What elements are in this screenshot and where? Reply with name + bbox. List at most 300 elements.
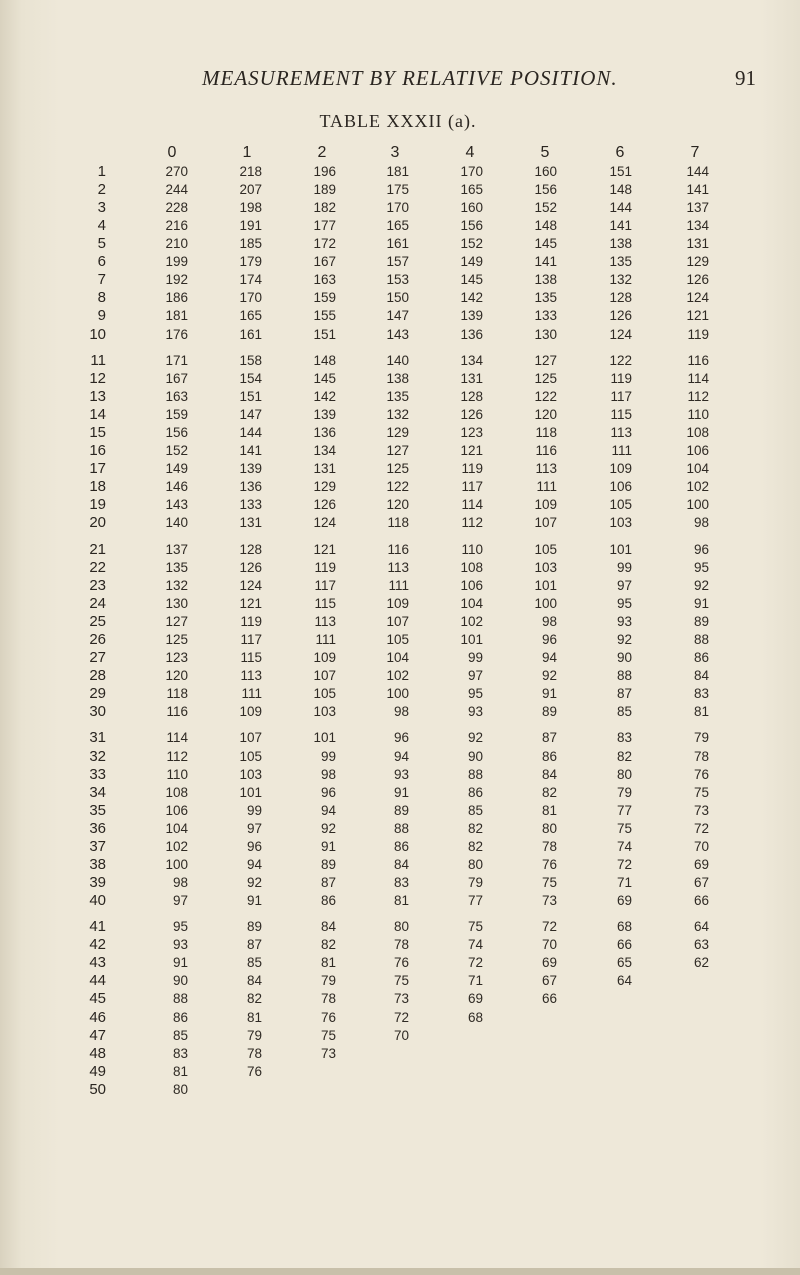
table-cell: 122 [386, 479, 409, 495]
table-row [0, 199, 800, 217]
table-cell: 78 [393, 937, 409, 953]
row-label: 8 [97, 289, 106, 307]
table-cell: 80 [616, 766, 632, 782]
column-header-3: 3 [390, 144, 400, 161]
table-cell: 129 [686, 254, 709, 270]
table-cell: 82 [467, 820, 483, 836]
running-head [0, 66, 800, 96]
table-cell: 124 [239, 577, 262, 593]
table-cell: 123 [460, 425, 483, 440]
table-cell: 115 [610, 406, 632, 422]
table-cell: 132 [609, 272, 632, 288]
table-cell: 99 [320, 748, 336, 764]
table-cell: 151 [313, 326, 336, 342]
table-cell: 179 [239, 254, 262, 270]
table-cell: 143 [165, 497, 188, 513]
table-cell: 131 [686, 236, 709, 252]
table-cell: 75 [693, 784, 709, 800]
table-cell: 67 [541, 973, 557, 989]
table-cell: 106 [609, 479, 632, 495]
row-label: 47 [89, 1026, 106, 1044]
table-cell: 126 [313, 497, 336, 513]
table-cell: 102 [686, 479, 709, 495]
table-cell: 115 [240, 649, 262, 665]
table-cell: 127 [386, 443, 409, 459]
table-cell: 130 [534, 326, 557, 342]
table-row [0, 766, 800, 784]
table-cell: 101 [460, 631, 483, 647]
table-cell: 82 [616, 748, 632, 764]
table-row [0, 1063, 800, 1081]
column-header-6: 6 [615, 144, 625, 161]
table-cell: 216 [165, 218, 188, 234]
table-cell: 126 [609, 308, 632, 324]
table-cell: 116 [166, 704, 188, 720]
table-cell: 75 [393, 973, 409, 989]
table-cell: 79 [467, 874, 483, 890]
table-cell: 126 [686, 272, 709, 288]
table-cell: 136 [239, 479, 262, 495]
table-cell: 111 [611, 443, 632, 459]
table-cell: 106 [686, 443, 709, 459]
table-cell: 118 [387, 515, 409, 531]
table-cell: 101 [239, 784, 262, 800]
table-cell: 94 [246, 856, 262, 872]
table-cell: 89 [246, 919, 262, 935]
table-cell: 148 [313, 352, 336, 368]
table-cell: 151 [609, 164, 632, 179]
row-label: 34 [89, 783, 106, 801]
table-cell: 102 [165, 838, 188, 854]
table-cell: 91 [541, 686, 557, 701]
table-cell: 92 [616, 631, 632, 647]
table-cell: 125 [386, 461, 409, 477]
table-cell: 131 [239, 515, 262, 531]
table-row [0, 326, 800, 344]
table-cell: 85 [172, 1027, 188, 1043]
table-cell: 90 [616, 649, 632, 665]
table-cell: 167 [165, 370, 188, 386]
table-cell: 72 [467, 955, 483, 971]
row-label: 6 [97, 253, 106, 271]
table-cell: 109 [609, 461, 632, 477]
table-cell: 95 [693, 559, 709, 575]
table-row [0, 460, 800, 478]
table-cell: 109 [239, 704, 262, 720]
table-cell: 98 [541, 613, 557, 629]
table-cell: 112 [166, 748, 188, 764]
table-cell: 196 [313, 164, 336, 179]
table-cell: 135 [165, 559, 188, 575]
table-cell: 145 [313, 370, 336, 386]
table-cell: 70 [693, 838, 709, 854]
table-cell: 70 [393, 1027, 409, 1043]
table-cell: 105 [609, 497, 632, 513]
table-cell: 89 [393, 802, 409, 818]
table-cell: 82 [246, 991, 262, 1007]
table-cell: 89 [320, 856, 336, 872]
table-cell: 66 [616, 937, 632, 953]
table-row [0, 559, 800, 577]
row-label: 37 [89, 837, 106, 855]
table-title-text: TABLE XXXII (a). [319, 111, 477, 131]
row-label: 21 [89, 540, 106, 558]
table-cell: 88 [693, 631, 709, 647]
row-label: 27 [89, 648, 106, 666]
table-cell: 122 [609, 352, 632, 368]
table-cell: 113 [610, 425, 632, 440]
table-cell: 81 [172, 1063, 188, 1079]
table-cell: 106 [165, 802, 188, 818]
table-cell: 131 [460, 370, 483, 386]
table-cell: 119 [687, 326, 709, 342]
table-cell: 86 [393, 838, 409, 854]
table-cell: 165 [239, 308, 262, 324]
table-cell: 154 [239, 370, 262, 386]
table-cell: 75 [541, 874, 557, 890]
row-label: 23 [89, 576, 106, 594]
row-label: 28 [89, 667, 106, 684]
table-cell: 176 [165, 326, 188, 342]
table-cell: 71 [616, 874, 632, 890]
table-cell: 133 [534, 308, 557, 324]
table-cell: 117 [240, 631, 262, 647]
table-cell: 218 [239, 164, 262, 179]
table-cell: 147 [386, 308, 409, 324]
table-cell: 87 [246, 937, 262, 953]
table-cell: 88 [172, 991, 188, 1007]
row-label: 44 [89, 972, 106, 990]
table-cell: 84 [393, 856, 409, 872]
table-cell: 171 [165, 352, 188, 368]
row-label: 7 [97, 271, 106, 289]
table-cell: 160 [460, 200, 483, 216]
table-cell: 119 [314, 559, 336, 575]
table-cell: 129 [386, 425, 409, 440]
table-cell: 147 [239, 406, 262, 422]
table-cell: 90 [467, 748, 483, 764]
table-cell: 138 [609, 236, 632, 252]
table-cell: 78 [246, 1045, 262, 1061]
table-cell: 207 [239, 182, 262, 198]
table-cell: 77 [616, 802, 632, 818]
table-cell: 170 [386, 200, 409, 216]
table-cell: 62 [693, 955, 709, 971]
table-row [0, 478, 800, 496]
page-bottom-edge [0, 1268, 800, 1275]
table-cell: 141 [534, 254, 557, 270]
table-cell: 73 [320, 1045, 336, 1061]
table-row [0, 856, 800, 874]
table-cell: 148 [609, 182, 632, 198]
table-cell: 81 [393, 892, 409, 908]
table-cell: 68 [616, 919, 632, 935]
table-cell: 100 [686, 497, 709, 513]
table-cell: 134 [460, 352, 483, 368]
table-cell: 103 [239, 766, 262, 782]
table-cell: 122 [534, 388, 557, 404]
table-cell: 88 [467, 766, 483, 782]
table-cell: 76 [393, 955, 409, 971]
table-row [0, 307, 800, 325]
table-cell: 125 [165, 631, 188, 647]
table-cell: 112 [461, 515, 483, 531]
table-cell: 83 [693, 686, 709, 701]
row-label: 30 [89, 703, 106, 721]
table-row [0, 217, 800, 235]
table-cell: 78 [693, 748, 709, 764]
row-label: 45 [89, 990, 106, 1008]
table-cell: 189 [313, 182, 336, 198]
table-cell: 172 [313, 236, 336, 252]
table-cell: 134 [686, 218, 709, 234]
table-cell: 148 [534, 218, 557, 234]
table-cell: 134 [313, 443, 336, 459]
table-row [0, 289, 800, 307]
table-cell: 100 [165, 856, 188, 872]
table-row [0, 370, 800, 388]
table-cell: 114 [166, 730, 188, 746]
column-header-7: 7 [690, 144, 700, 161]
table-row [0, 388, 800, 406]
table-cell: 159 [313, 290, 336, 306]
table-cell: 93 [616, 613, 632, 629]
table-cell: 111 [241, 686, 262, 701]
table-cell: 102 [386, 668, 409, 683]
table-cell: 107 [313, 668, 336, 683]
table-cell: 128 [460, 388, 483, 404]
table-cell: 94 [393, 748, 409, 764]
table-cell: 105 [534, 541, 557, 557]
row-label: 17 [89, 460, 106, 478]
table-cell: 146 [165, 479, 188, 495]
table-cell: 64 [616, 973, 632, 989]
table-cell: 120 [386, 497, 409, 513]
table-cell: 270 [165, 164, 188, 179]
table-cell: 121 [313, 541, 336, 557]
table-cell: 96 [246, 838, 262, 854]
table-cell: 198 [239, 200, 262, 216]
table-cell: 97 [172, 892, 188, 908]
table-row [0, 667, 800, 685]
table-cell: 85 [467, 802, 483, 818]
table-cell: 104 [386, 649, 409, 665]
table-cell: 101 [609, 541, 632, 557]
table-cell: 83 [393, 874, 409, 890]
table-cell: 86 [541, 748, 557, 764]
table-cell: 83 [172, 1045, 188, 1061]
table-cell: 160 [534, 164, 557, 179]
table-cell: 74 [467, 937, 483, 953]
table-row [0, 514, 800, 532]
table-cell: 78 [320, 991, 336, 1007]
table-row [0, 936, 800, 954]
table-cell: 170 [460, 164, 483, 179]
table-cell: 92 [541, 668, 557, 683]
table-cell: 100 [534, 595, 557, 611]
table-cell: 117 [461, 479, 483, 495]
table-cell: 161 [239, 326, 262, 342]
table-cell: 93 [172, 937, 188, 953]
table-cell: 109 [534, 497, 557, 513]
row-label: 13 [89, 387, 106, 405]
row-label: 38 [89, 855, 106, 873]
running-title: MEASUREMENT BY RELATIVE POSITION. [202, 66, 618, 90]
row-label: 5 [97, 235, 106, 253]
table-cell: 149 [165, 461, 188, 477]
table-cell: 107 [239, 730, 262, 746]
table-cell: 75 [467, 919, 483, 935]
table-row [0, 496, 800, 514]
row-label: 4 [97, 217, 106, 235]
table-cell: 80 [393, 919, 409, 935]
table-cell: 109 [386, 595, 409, 611]
table-cell: 210 [165, 236, 188, 252]
table-row [0, 163, 800, 181]
table-cell: 99 [467, 649, 483, 665]
table-cell: 145 [460, 272, 483, 288]
table-cell: 91 [172, 955, 188, 971]
table-cell: 191 [239, 218, 262, 234]
table-cell: 98 [393, 704, 409, 720]
table-cell: 105 [386, 631, 409, 647]
table-row [0, 820, 800, 838]
table-row [0, 1009, 800, 1027]
table-cell: 121 [686, 308, 709, 324]
table-row [0, 990, 800, 1008]
table-cell: 76 [320, 1009, 336, 1025]
table-cell: 136 [313, 425, 336, 440]
table-cell: 105 [239, 748, 262, 764]
table-cell: 65 [616, 955, 632, 971]
table-cell: 163 [165, 388, 188, 404]
row-label: 43 [89, 954, 106, 972]
table-row [0, 424, 800, 442]
table-cell: 119 [240, 613, 262, 629]
table-cell: 98 [693, 515, 709, 531]
table-cell: 120 [165, 668, 188, 683]
table-cell: 163 [313, 272, 336, 288]
table-cell: 156 [165, 425, 188, 440]
row-label: 20 [89, 514, 106, 532]
table-cell: 120 [534, 406, 557, 422]
table-cell: 135 [386, 388, 409, 404]
table-cell: 110 [166, 766, 188, 782]
column-header-2: 2 [317, 144, 327, 161]
table-cell: 151 [239, 388, 262, 404]
table-row [0, 1081, 800, 1099]
table-row [0, 442, 800, 460]
table-cell: 119 [461, 461, 483, 477]
table-cell: 199 [165, 254, 188, 270]
table-cell: 108 [165, 784, 188, 800]
table-cell: 143 [386, 326, 409, 342]
table-cell: 104 [686, 461, 709, 477]
table-cell: 95 [172, 919, 188, 935]
table-cell: 81 [320, 955, 336, 971]
table-cell: 96 [693, 541, 709, 557]
row-label: 2 [97, 181, 106, 199]
table-cell: 145 [534, 236, 557, 252]
table-row [0, 1027, 800, 1045]
table-cell: 113 [240, 668, 262, 683]
table-cell: 73 [541, 892, 557, 908]
table-row [0, 631, 800, 649]
row-label: 33 [89, 765, 106, 783]
table-cell: 116 [535, 443, 557, 459]
table-cell: 94 [541, 649, 557, 665]
column-header-1: 1 [242, 144, 252, 161]
table-cell: 84 [320, 919, 336, 935]
table-cell: 86 [320, 892, 336, 908]
table-cell: 132 [386, 406, 409, 422]
table-cell: 102 [460, 613, 483, 629]
table-row [0, 181, 800, 199]
table-cell: 80 [541, 820, 557, 836]
table-cell: 119 [610, 370, 632, 386]
table-row [0, 541, 800, 559]
table-cell: 149 [460, 254, 483, 270]
table-cell: 118 [535, 425, 557, 440]
table-cell: 98 [172, 874, 188, 890]
row-label: 35 [89, 801, 106, 819]
table-cell: 104 [460, 595, 483, 611]
table-cell: 113 [314, 613, 336, 629]
table-cell: 153 [386, 272, 409, 288]
table-cell: 87 [320, 874, 336, 890]
table-cell: 116 [387, 541, 409, 557]
table-cell: 139 [460, 308, 483, 324]
table-cell: 114 [687, 370, 709, 386]
table-cell: 117 [610, 388, 632, 404]
table-cell: 103 [534, 559, 557, 575]
table-row [0, 802, 800, 820]
table-cell: 228 [165, 200, 188, 216]
table-cell: 141 [239, 443, 262, 459]
table-cell: 92 [693, 577, 709, 593]
table-cell: 92 [246, 874, 262, 890]
table-cell: 156 [534, 182, 557, 198]
table-cell: 141 [686, 182, 709, 198]
table-cell: 139 [239, 461, 262, 477]
table-cell: 68 [467, 1009, 483, 1025]
table-cell: 79 [616, 784, 632, 800]
table-row [0, 874, 800, 892]
table-cell: 128 [609, 290, 632, 306]
table-cell: 131 [313, 461, 336, 477]
table-row [0, 954, 800, 972]
table-cell: 85 [246, 955, 262, 971]
table-cell: 124 [686, 290, 709, 306]
table-row [0, 1045, 800, 1063]
table-cell: 113 [535, 461, 557, 477]
table-row [0, 685, 800, 703]
row-label: 41 [89, 918, 106, 936]
table-cell: 142 [460, 290, 483, 306]
table-row [0, 613, 800, 631]
table-cell: 99 [616, 559, 632, 575]
table-cell: 105 [313, 686, 336, 701]
table-cell: 144 [686, 164, 709, 179]
table-cell: 165 [460, 182, 483, 198]
table-cell: 72 [541, 919, 557, 935]
table-cell: 135 [609, 254, 632, 270]
table-cell: 108 [460, 559, 483, 575]
table-cell: 107 [386, 613, 409, 629]
table-cell: 84 [246, 973, 262, 989]
table-cell: 136 [460, 326, 483, 342]
table-cell: 126 [239, 559, 262, 575]
